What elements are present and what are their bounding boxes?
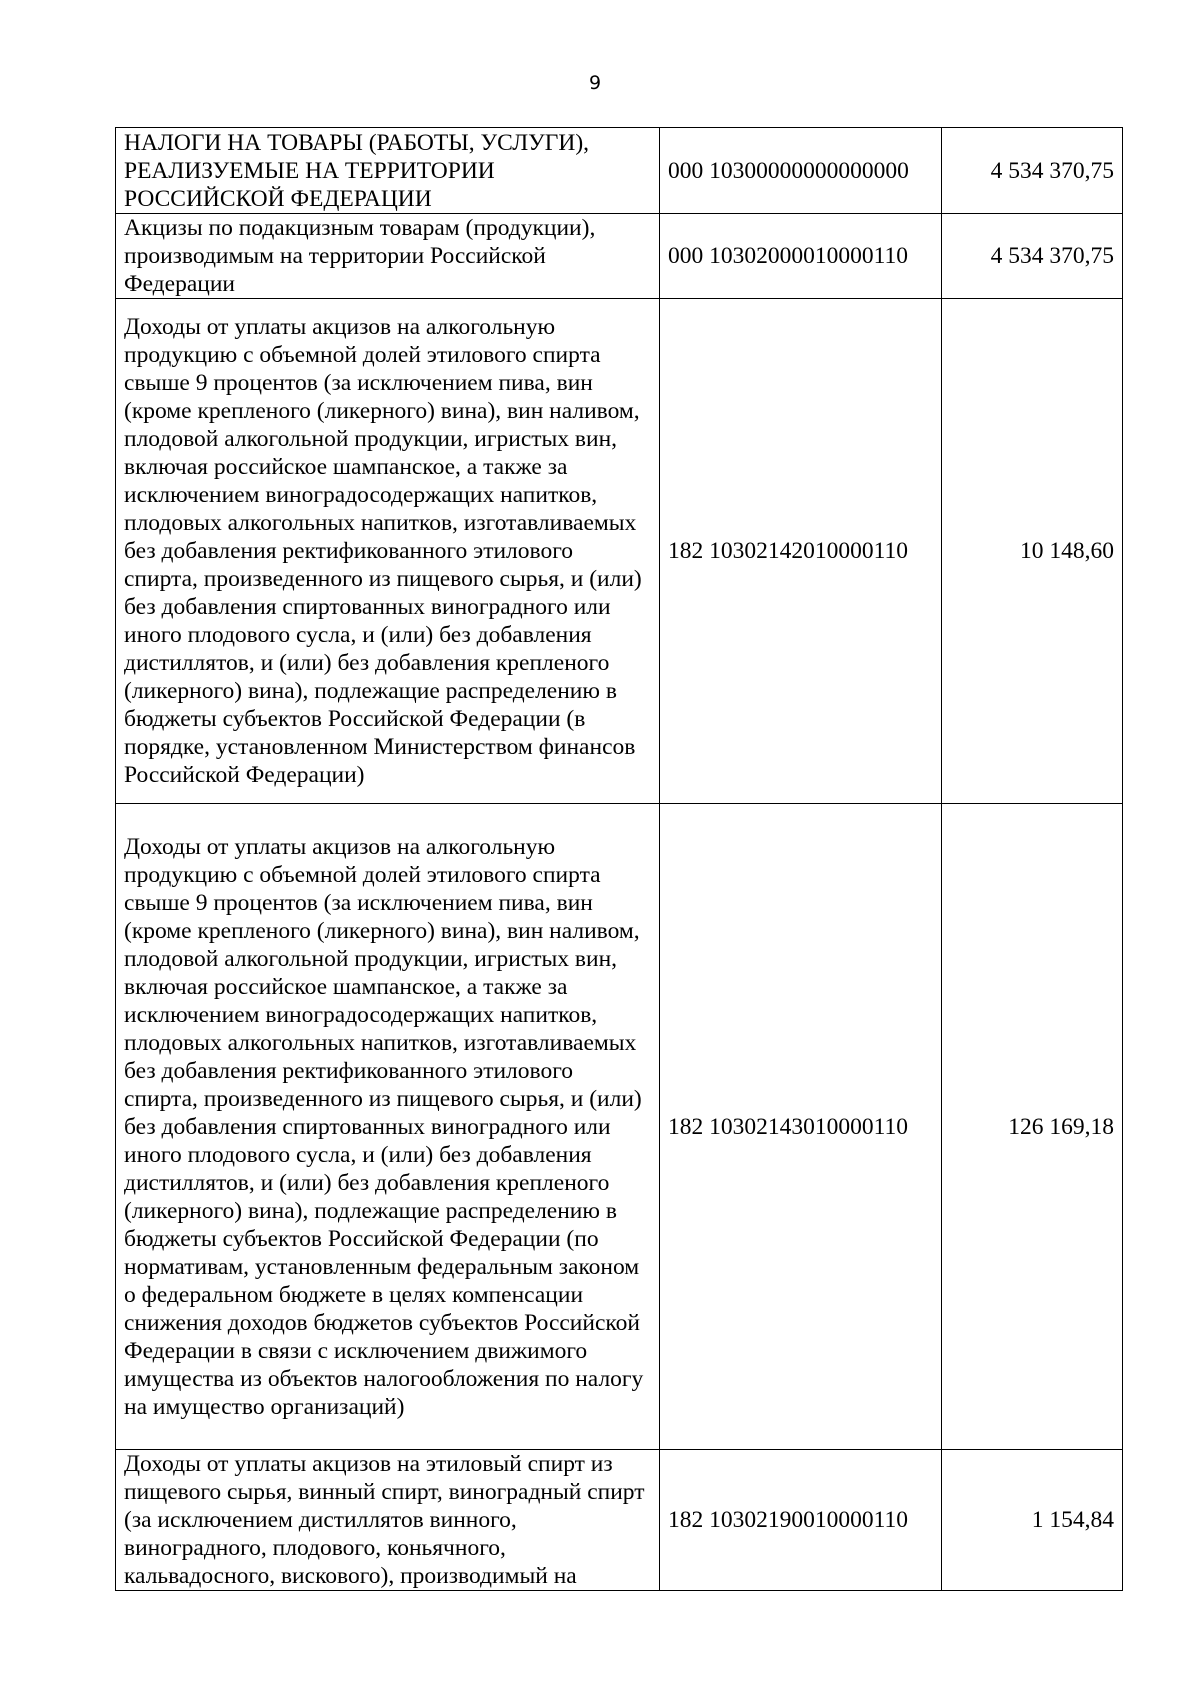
budget-code-cell: 000 10302000010000110 (660, 214, 942, 299)
amount-cell: 4 534 370,75 (942, 128, 1123, 214)
table-row (116, 214, 1123, 299)
table-row (116, 804, 1123, 1450)
revenue-name-cell: НАЛОГИ НА ТОВАРЫ (РАБОТЫ, УСЛУГИ), РЕАЛИЗУЕМЫЕ НА ТЕРРИТОРИИ РОССИЙСКОЙ ФЕДЕРАЦИИ (116, 128, 660, 214)
amount-cell: 1 154,84 (942, 1450, 1123, 1591)
budget-code-cell: 182 10302142010000110 (660, 299, 942, 804)
amount-cell: 126 169,18 (942, 804, 1123, 1450)
amount-cell: 4 534 370,75 (942, 214, 1123, 299)
budget-code-cell: 182 10302143010000110 (660, 804, 942, 1450)
budget-code-cell: 000 10300000000000000 (660, 128, 942, 214)
table-row (116, 1450, 1123, 1591)
table-row (116, 128, 1123, 214)
page-number: 9 (588, 72, 602, 94)
table-row (116, 299, 1123, 804)
budget-code-cell: 182 10302190010000110 (660, 1450, 942, 1591)
amount-cell: 10 148,60 (942, 299, 1123, 804)
revenue-table (115, 127, 1123, 1591)
revenue-name-cell: Доходы от уплаты акцизов на этиловый спирт из пищевого сырья, винный спирт, виноградный спирт (за исключением дистиллятов винного, виноградного, плодового, коньячного, кальвадосного, вискового), производимый на (116, 1450, 660, 1591)
revenue-name-cell: Доходы от уплаты акцизов на алкогольную продукцию с объемной долей этилового спирта свыше 9 процентов (за исключением пива, вин (кроме крепленого (ликерного) вина), вин наливом, плодовой алкогольной продукции, игристых вин, включая российское шампанское, а также за исключением виноградосодержащих напитков, плодовых алкогольных напитков, изготавливаемых без добавления ректификованного этилового спирта, произведенного из пищевого сырья, и (или) без добавления спиртованных виноградного или иного плодового сусла, и (или) без добавления дистиллятов, и (или) без добавления крепленого (ликерного) вина), подлежащие распределению в бюджеты субъектов Российской Федерации (по нормативам, установленным федеральным законом о федеральном бюджете в целях компенсации снижения доходов бюджетов субъектов Российской Федерации в связи с исключением движимого имущества из объектов налогообложения по налогу на имущество организаций) (116, 804, 660, 1450)
revenue-name-cell: Доходы от уплаты акцизов на алкогольную продукцию с объемной долей этилового спирта свыше 9 процентов (за исключением пива, вин (кроме крепленого (ликерного) вина), вин наливом, плодовой алкогольной продукции, игристых вин, включая российское шампанское, а также за исключением виноградосодержащих напитков, плодовых алкогольных напитков, изготавливаемых без добавления ректификованного этилового спирта, произведенного из пищевого сырья, и (или) без добавления спиртованных виноградного или иного плодового сусла, и (или) без добавления дистиллятов, и (или) без добавления крепленого (ликерного) вина), подлежащие распределению в бюджеты субъектов Российской Федерации (в порядке, установленном Министерством финансов Российской Федерации) (116, 299, 660, 804)
revenue-name-cell: Акцизы по подакцизным товарам (продукции), производимым на территории Российской Федерации (116, 214, 660, 299)
